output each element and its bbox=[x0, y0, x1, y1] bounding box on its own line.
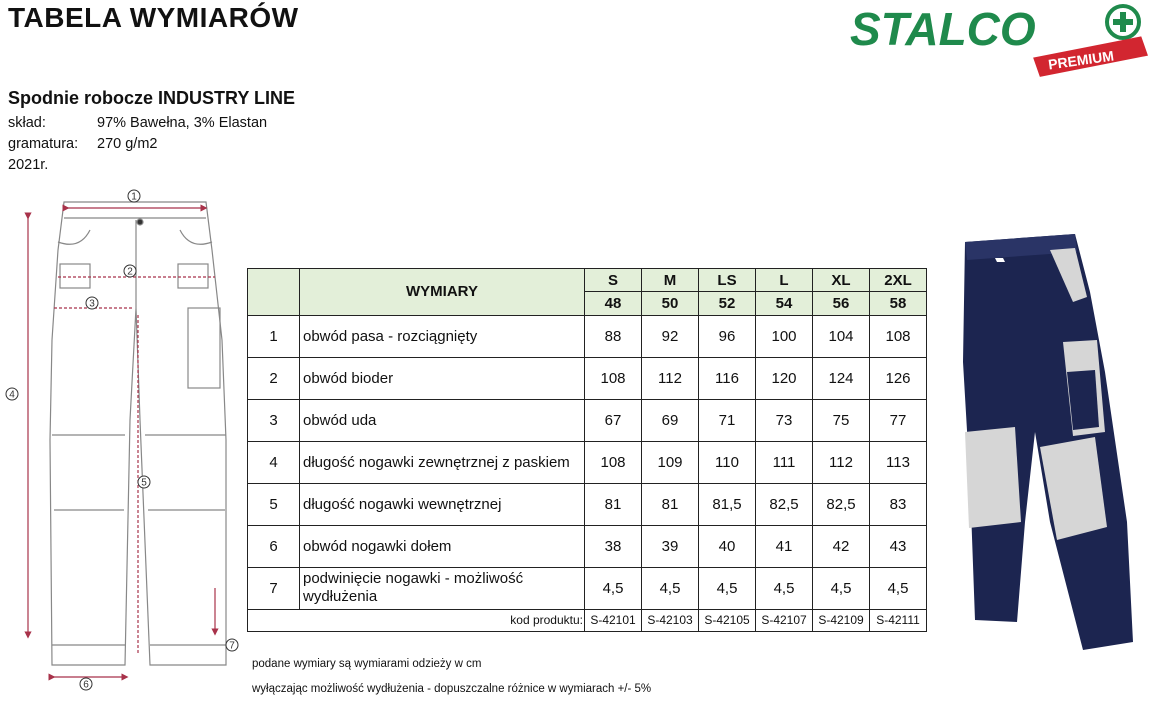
marker-5: 5 bbox=[141, 477, 147, 489]
table-header-row bbox=[248, 269, 927, 292]
row-label: długość nogawki wewnętrznej bbox=[300, 483, 585, 525]
product-code: S-42109 bbox=[813, 609, 870, 631]
table-cell: 77 bbox=[870, 399, 927, 441]
eu-size-header: 58 bbox=[870, 292, 927, 315]
table-cell: 81 bbox=[642, 483, 699, 525]
table-cell: 83 bbox=[870, 483, 927, 525]
product-code: S-42105 bbox=[699, 609, 756, 631]
table-cell: 108 bbox=[585, 441, 642, 483]
table-cell: 108 bbox=[585, 357, 642, 399]
spec-row-composition bbox=[8, 115, 308, 135]
row-number: 1 bbox=[248, 315, 300, 357]
eu-size-header: 56 bbox=[813, 292, 870, 315]
table-row bbox=[248, 315, 927, 357]
table-cell: 81,5 bbox=[699, 483, 756, 525]
size-table bbox=[247, 268, 927, 632]
row-number: 3 bbox=[248, 399, 300, 441]
table-cell: 67 bbox=[585, 399, 642, 441]
table-cell: 71 bbox=[699, 399, 756, 441]
row-number: 6 bbox=[248, 525, 300, 567]
spec-row-year bbox=[8, 157, 308, 177]
spec-value: 97% Bawełna, 3% Elastan bbox=[97, 115, 268, 131]
table-cell: 82,5 bbox=[756, 483, 813, 525]
table-cell: 82,5 bbox=[813, 483, 870, 525]
table-cell: 75 bbox=[813, 399, 870, 441]
table-row bbox=[248, 399, 927, 441]
size-header: 2XL bbox=[870, 269, 927, 292]
table-cell: 124 bbox=[813, 357, 870, 399]
size-header: S bbox=[585, 269, 642, 292]
table-cell: 42 bbox=[813, 525, 870, 567]
table-cell: 112 bbox=[813, 441, 870, 483]
marker-4: 4 bbox=[9, 389, 15, 401]
row-number: 4 bbox=[248, 441, 300, 483]
row-label: obwód bioder bbox=[300, 357, 585, 399]
table-cell: 40 bbox=[699, 525, 756, 567]
eu-size-header: 48 bbox=[585, 292, 642, 315]
header-label: WYMIARY bbox=[300, 269, 585, 316]
table-row bbox=[248, 357, 927, 399]
product-code-label: kod produktu: bbox=[248, 609, 585, 631]
measure-markers bbox=[6, 190, 238, 691]
spec-key: gramatura: bbox=[8, 136, 79, 152]
table-cell: 110 bbox=[699, 441, 756, 483]
table-cell: 4,5 bbox=[756, 567, 813, 609]
table-cell: 81 bbox=[585, 483, 642, 525]
row-number: 7 bbox=[248, 567, 300, 609]
row-label: obwód nogawki dołem bbox=[300, 525, 585, 567]
table-cell: 111 bbox=[756, 441, 813, 483]
product-code: S-42107 bbox=[756, 609, 813, 631]
size-header: LS bbox=[699, 269, 756, 292]
product-code: S-42111 bbox=[870, 609, 927, 631]
pants-measurement-diagram bbox=[0, 180, 245, 707]
eu-size-header: 54 bbox=[756, 292, 813, 315]
table-cell: 69 bbox=[642, 399, 699, 441]
spec-row-weight bbox=[8, 136, 308, 156]
size-header: XL bbox=[813, 269, 870, 292]
pants-illustration bbox=[963, 234, 1133, 650]
header-corner bbox=[248, 269, 300, 316]
marker-2: 2 bbox=[127, 266, 133, 278]
product-name: Spodnie robocze INDUSTRY LINE bbox=[8, 88, 296, 108]
table-cell: 4,5 bbox=[870, 567, 927, 609]
row-number: 2 bbox=[248, 357, 300, 399]
product-code: S-42103 bbox=[642, 609, 699, 631]
table-cell: 41 bbox=[756, 525, 813, 567]
table-cell: 73 bbox=[756, 399, 813, 441]
table-cell: 43 bbox=[870, 525, 927, 567]
logo-text: STALCO bbox=[850, 3, 1036, 55]
row-number: 5 bbox=[248, 483, 300, 525]
table-cell: 38 bbox=[585, 525, 642, 567]
row-label: długość nogawki zewnętrznej z paskiem bbox=[300, 441, 585, 483]
table-row bbox=[248, 483, 927, 525]
table-cell: 120 bbox=[756, 357, 813, 399]
table-row bbox=[248, 567, 927, 609]
table-cell: 100 bbox=[756, 315, 813, 357]
table-cell: 113 bbox=[870, 441, 927, 483]
table-cell: 4,5 bbox=[813, 567, 870, 609]
table-cell: 96 bbox=[699, 315, 756, 357]
spec-key: skład: bbox=[8, 115, 46, 131]
size-header: L bbox=[756, 269, 813, 292]
table-cell: 108 bbox=[870, 315, 927, 357]
eu-size-header: 52 bbox=[699, 292, 756, 315]
table-cell: 104 bbox=[813, 315, 870, 357]
table-cell: 92 bbox=[642, 315, 699, 357]
table-cell: 116 bbox=[699, 357, 756, 399]
logo-badge: PREMIUM bbox=[1047, 47, 1115, 73]
table-cell: 88 bbox=[585, 315, 642, 357]
marker-3: 3 bbox=[89, 298, 95, 310]
pants-product-image bbox=[955, 222, 1155, 662]
stalco-logo bbox=[848, 0, 1153, 80]
note-tolerance: wyłączając możliwość wydłużenia - dopuszczalne różnice w wymiarach +/- 5% bbox=[252, 683, 652, 695]
table-row bbox=[248, 441, 927, 483]
marker-7: 7 bbox=[229, 640, 235, 652]
row-label: obwód pasa - rozciągnięty bbox=[300, 315, 585, 357]
row-label: obwód uda bbox=[300, 399, 585, 441]
eu-size-header: 50 bbox=[642, 292, 699, 315]
marker-6: 6 bbox=[83, 679, 89, 691]
plus-icon bbox=[1107, 6, 1139, 38]
table-cell: 39 bbox=[642, 525, 699, 567]
product-code-row bbox=[248, 609, 927, 631]
row-label: podwinięcie nogawki - możliwość wydłużenia bbox=[300, 567, 585, 609]
spec-key: 2021r. bbox=[8, 157, 49, 173]
spec-value: 270 g/m2 bbox=[97, 136, 158, 152]
table-cell: 4,5 bbox=[642, 567, 699, 609]
table-cell: 4,5 bbox=[585, 567, 642, 609]
table-cell: 109 bbox=[642, 441, 699, 483]
table-cell: 4,5 bbox=[699, 567, 756, 609]
marker-1: 1 bbox=[131, 191, 137, 203]
table-cell: 112 bbox=[642, 357, 699, 399]
size-header: M bbox=[642, 269, 699, 292]
page-title: TABELA WYMIARÓW bbox=[8, 2, 299, 33]
table-row bbox=[248, 525, 927, 567]
table-cell: 126 bbox=[870, 357, 927, 399]
product-code: S-42101 bbox=[585, 609, 642, 631]
note-units: podane wymiary są wymiarami odzieży w cm bbox=[252, 658, 482, 670]
